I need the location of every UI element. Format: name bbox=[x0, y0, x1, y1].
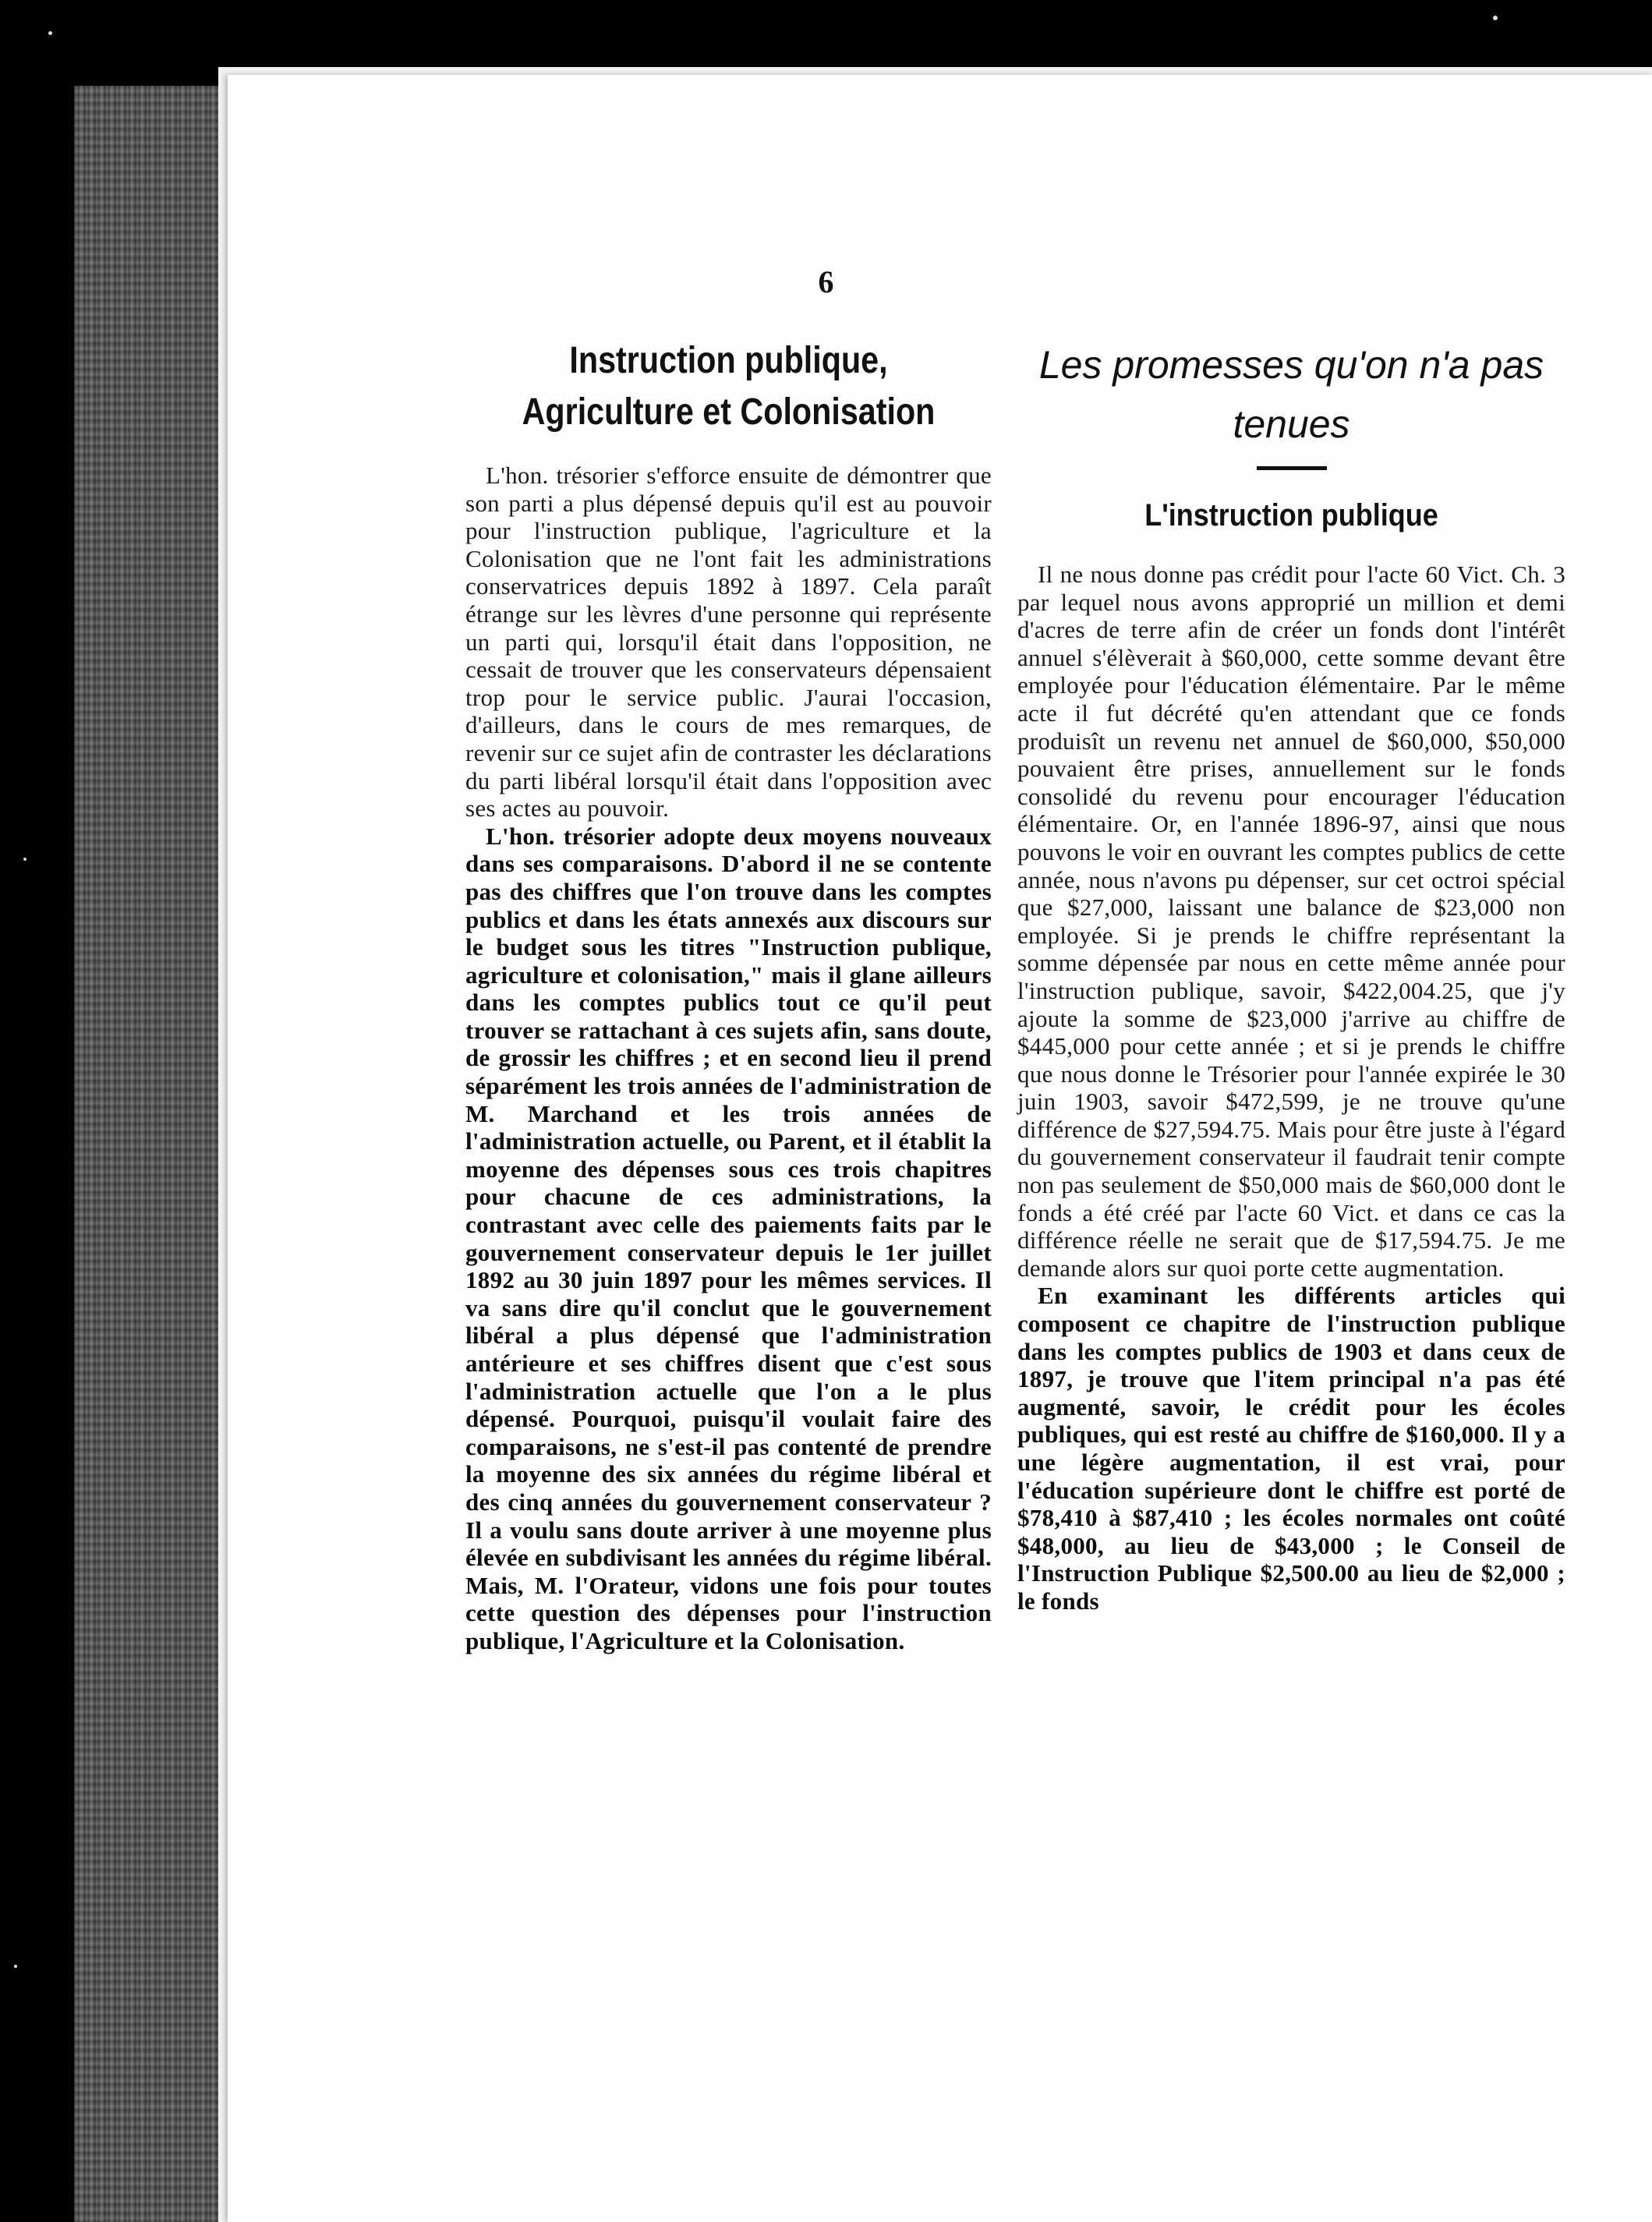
dust-speck bbox=[23, 858, 27, 861]
left-column bbox=[465, 335, 992, 1655]
heading-divider bbox=[1257, 466, 1327, 470]
gutter-shading bbox=[74, 86, 230, 2222]
left-paragraph-2: L'hon. trésorier adopte deux moyens nouveaux dans ses comparaisons. D'abord il ne se contente pas des chiffres que l'on trouve dans les comptes publics et dans les états annexés aux discours sur le budget sous les titres "Instruction publique, agriculture et colonisation," mais il glane ailleurs dans les comptes publics tout ce qu'il peut trouver se rattachant à ces sujets afin, sans doute, de grossir les chiffres ; et en second lieu il prend séparément les trois années de l'administration de M. Marchand et les trois années de l'administration actuelle, ou Parent, et il établit la moyenne des dépenses sous ces trois chapitres pour chacune de ces administrations, la contrastant avec celle des paiements faits par le gouvernement conservateur depuis le 1er juillet 1892 au 30 juin 1897 pour les mêmes services. Il va sans dire qu'il conclut que le gouvernement libéral a plus dépensé que l'administration antérieure et ses chiffres disent que c'est sous l'administration actuelle que l'on a le plus dépensé. Pourquoi, puisqu'il voulait faire des comparaisons, ne s'est-il pas contenté de prendre la moyenne des six années du régime libéral et des cinq années du gouvernement conservateur ? Il a voulu sans doute arriver à une moyenne plus élevée en subdivisant les années du régime libéral. Mais, M. l'Orateur, vidons une fois pour toutes cette question des dépenses pour l'instruction publique, l'Agriculture et la Colonisation. bbox=[465, 822, 992, 1654]
dust-speck bbox=[48, 31, 52, 35]
dust-speck bbox=[14, 1965, 17, 1968]
right-column bbox=[1017, 335, 1565, 1615]
right-column-heading: Les promesses qu'on n'a pas tenues bbox=[1038, 343, 1544, 446]
left-column-heading: Instruction publique, Agriculture et Colonisation bbox=[522, 340, 936, 433]
right-paragraph-1: Il ne nous donne pas crédit pour l'acte 60 Vict. Ch. 3 par lequel nous avons approprié un million et demi d'acres de terre afin de créer un fonds dont l'intérêt annuel s'élèverait à $60,000, cette somme devant être employée pour l'éducation élémentaire. Par le même acte il fut décrété qu'en attendant que ce fonds produisît un revenu net annuel de $60,000, $50,000 pouvaient être prises, annuellement sur le fonds consolidé du revenu pour encourager l'éducation élémentaire. Or, en l'année 1896-97, ainsi que nous pouvons le voir en ouvrant les comptes publics de cette année, nous n'avons pu dépenser, sur cet octroi spécial que $27,000, laissant une balance de $23,000 non employée. Si je prends le chiffre représentant la somme dépensée par nous en cette même année pour l'instruction publique, savoir, $422,004.25, que j'y ajoute la somme de $23,000 j'arrive au chiffre de $445,000 pour cette année ; et si je prends le chiffre que nous donne le Trésorier pour l'année expirée le 30 juin 1903, savoir $472,599, je ne trouve qu'une différence de $27,594.75. Mais pour être juste à l'égard du gouvernement conservateur il faudrait tenir compte non pas seulement de $50,000 mais de $60,000 dont le fonds a été créé par l'acte 60 Vict. et dans ce cas la différence réelle ne serait que de $17,594.75. Je me demande alors sur quoi porte cette augmentation. bbox=[1017, 561, 1565, 1282]
dust-speck bbox=[1493, 16, 1498, 20]
page-number: 6 bbox=[818, 264, 834, 299]
right-column-subheading: L'instruction publique bbox=[1144, 498, 1438, 533]
right-paragraph-2: En examinant les différents articles qui composent ce chapitre de l'instruction publique dans les comptes publics de 1903 et dans ceux de 1897, je trouve que l'item principal n'a pas été augmenté, savoir, le crédit pour les écoles publiques, qui est resté au chiffre de $160,000. Il y a une légère augmentation, il est vrai, pour l'éducation supérieure dont le chiffre est porté de $78,410 à $87,410 ; les écoles normales ont coûté $48,000, au lieu de $43,000 ; le Conseil de l'Instruction Publique $2,500.00 au lieu de $2,000 ; le fonds bbox=[1017, 1282, 1565, 1615]
left-paragraph-1: L'hon. trésorier s'efforce ensuite de démontrer que son parti a plus dépensé depuis qu'il est au pouvoir pour l'instruction publique, l'agriculture et la Colonisation que ne l'ont fait les administrations conservatrices depuis 1892 à 1897. Cela paraît étrange sur les lèvres d'une personne qui représente un parti qui, lorsqu'il était dans l'opposition, ne cessait de trouver que les conservateurs dépensaient trop pour le service public. J'aurai l'occasion, d'ailleurs, dans le cours de mes remarques, de revenir sur ce sujet afin de contraster les déclarations du parti libéral lorsqu'il était dans l'opposition avec ses actes au pouvoir. bbox=[465, 462, 992, 823]
